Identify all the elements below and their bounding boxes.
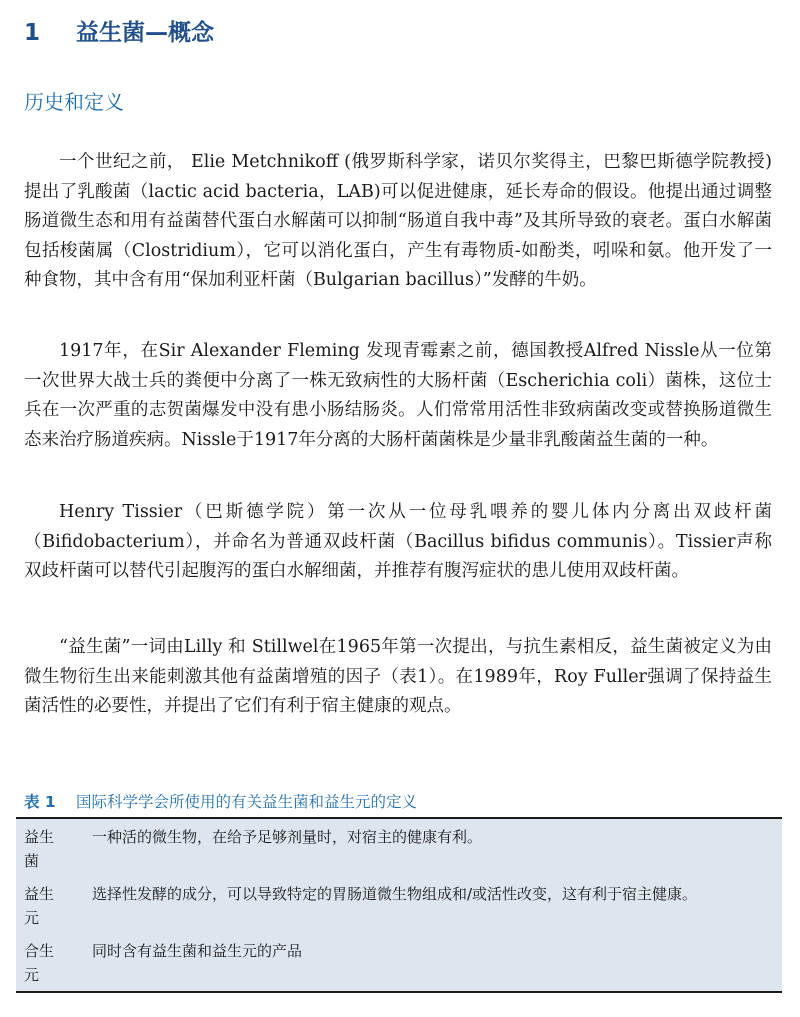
paragraph-probiotic-term: “益生菌”一词由Lilly 和 Stillwel在1965年第一次提出，与抗生素相反，益生菌被定义为由微生物衍生出来能刺激其他有益菌增殖的因子（表1）。在1989年，Roy Fuller强调了保持益生菌活性的必要性，并提出了它们有利于宿主健康的观点。 bbox=[24, 637, 772, 716]
table-definition: 选择性发酵的成分，可以导致特定的胃肠道微生物组成和/或活性改变，这有利于宿主健康。 bbox=[92, 885, 698, 903]
table-term: 合生元 bbox=[24, 942, 55, 984]
chapter-number: 1 bbox=[24, 20, 41, 46]
definitions-table bbox=[16, 817, 782, 993]
table-caption-text: 国际科学学会所使用的有关益生菌和益生元的定义 bbox=[76, 793, 418, 811]
table-definition: 一种活的微生物，在给予足够剂量时，对宿主的健康有利。 bbox=[92, 828, 483, 846]
chapter-title: 益生菌—概念 bbox=[76, 20, 214, 46]
section-title: 历史和定义 bbox=[24, 90, 124, 114]
table-term: 益生菌 bbox=[24, 828, 55, 870]
table-caption bbox=[24, 790, 417, 812]
paragraph-tissier: Henry Tissier（巴斯德学院）第一次从一位母乳喂养的婴儿体内分离出双歧杆菌（Bifidobacterium），并命名为普通双歧杆菌（Bacillus bifidus communis）。Tissier声称双歧杆菌可以替代引起腹泻的蛋白水解细菌，并推荐有腹泻症状的患儿使用双歧杆菌。 bbox=[24, 502, 772, 581]
table-term: 益生元 bbox=[24, 885, 55, 927]
table-definition: 同时含有益生菌和益生元的产品 bbox=[92, 942, 303, 960]
table-label: 表 1 bbox=[24, 793, 56, 811]
paragraph-metchnikoff: 一个世纪之前， Elie Metchnikoff (俄罗斯科学家，诺贝尔奖得主，巴黎巴斯德学院教授)提出了乳酸菌（lactic acid bacteria，LAB)可以促进健康，延长寿命的假设。他提出通过调整肠道微生态和用有益菌替代蛋白水解菌可以抑制“肠道自我中毒”及其所导致的衰老。蛋白水解菌包括梭菌属（Clostridium），它可以消化蛋白，产生有毒物质-如酚类，吲哚和氨。他开发了一种食物，其中含有用“保加利亚杆菌（Bulgarian bacillus）”发酵的牛奶。 bbox=[24, 152, 772, 290]
chapter-heading bbox=[24, 14, 214, 47]
paragraph-nissle: 1917年，在Sir Alexander Fleming 发现青霉素之前，德国教授Alfred Nissle从一位第一次世界大战士兵的粪便中分离了一株无致病性的大肠杆菌（Escherichia coli）菌株，这位士兵在一次严重的志贺菌爆发中没有患小肠结肠炎。人们常常用活性非致病菌改变或替换肠道微生态来治疗肠道疾病。Nissle于1917年分离的大肠杆菌菌株是少量非乳酸菌益生菌的一种。 bbox=[24, 341, 772, 450]
